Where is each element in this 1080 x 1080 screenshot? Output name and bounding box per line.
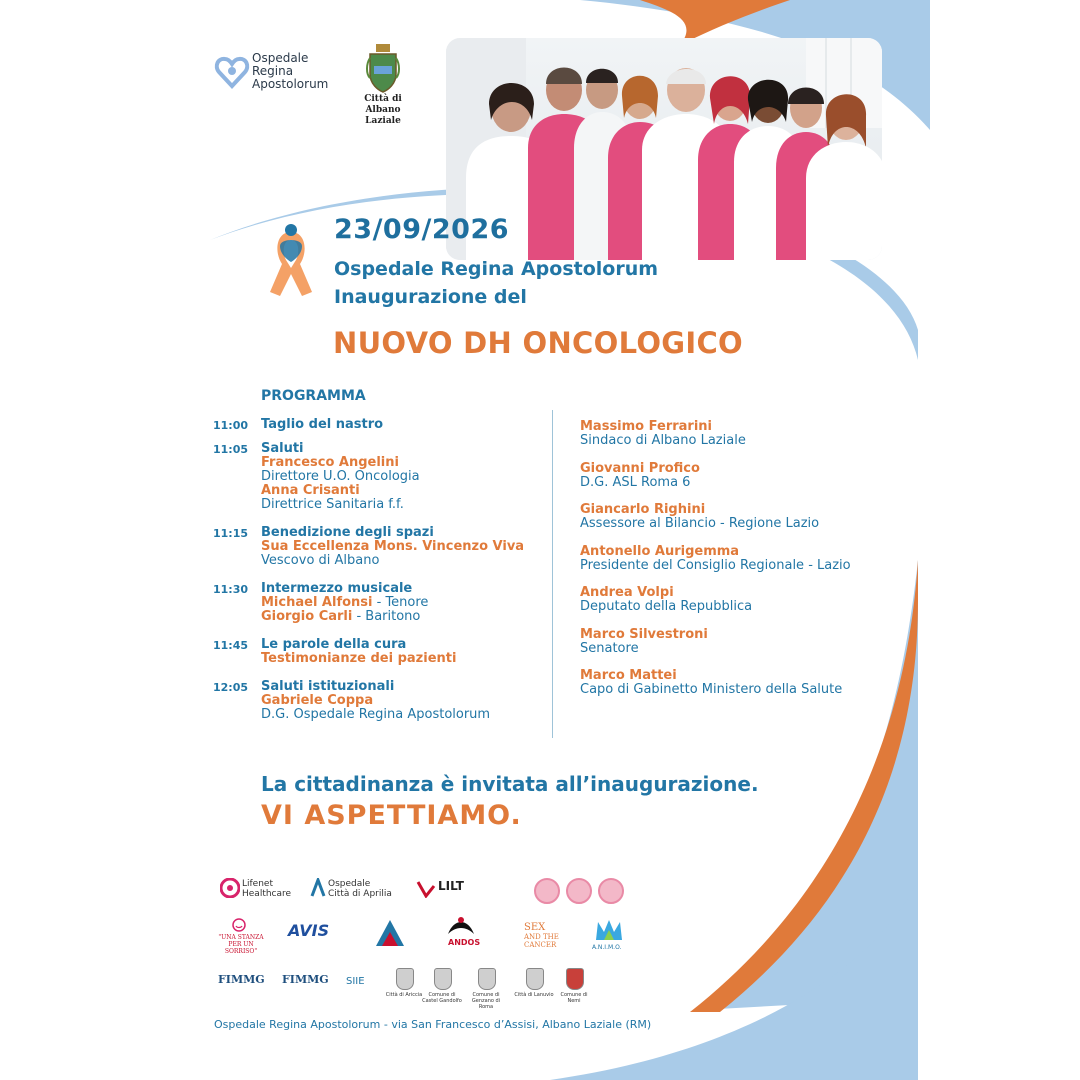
schedule-activity [261, 418, 383, 432]
sex-cancer-logo [524, 922, 559, 949]
schedule-person [261, 610, 420, 624]
schedule-text: Testimonianze dei pazienti [261, 651, 457, 666]
pink-badge-icon [598, 878, 624, 904]
schedule-time: 11:05 [212, 443, 248, 456]
andos-logo: ANDOS [448, 938, 481, 947]
sex-cancer-line: SEX [524, 922, 546, 933]
animo-logo-icon [592, 918, 626, 942]
speaker-name: Andrea Volpi [580, 585, 674, 600]
schedule-activity [261, 442, 304, 456]
schedule-time: 11:30 [212, 583, 248, 596]
hospital-logo-icon [214, 54, 250, 90]
schedule-text: Intermezzo musicale [261, 581, 413, 596]
crest-icon [434, 968, 452, 990]
speaker-name: Marco Silvestroni [580, 626, 708, 642]
city-name-line: Città di [364, 94, 402, 104]
schedule-person [261, 484, 360, 498]
lifenet-logo [242, 879, 291, 899]
event-hospital-line: Ospedale Regina Apostolorum [334, 258, 659, 280]
schedule-time: 11:45 [212, 639, 248, 652]
schedule-activity [261, 638, 406, 652]
schedule-text: Vescovo di Albano [261, 553, 380, 568]
city-crest-icon [366, 44, 400, 94]
hospital-logo-text [252, 52, 328, 91]
lilt-logo: LILT [438, 879, 464, 893]
schedule-time: 11:00 [212, 419, 248, 432]
ospedale-aprilia-logo-icon [310, 878, 326, 898]
crest-label: Comune di Genzano di Roma [471, 992, 501, 1010]
hospital-logo-line: Regina [252, 64, 294, 78]
schedule-text: Taglio del nastro [261, 417, 384, 432]
schedule-activity [261, 526, 434, 540]
speaker-role: Sindaco di Albano Laziale [580, 433, 746, 448]
crest-label: Comune di Nemi [560, 992, 588, 1004]
city-name-line: Albano Laziale [365, 105, 401, 126]
schedule-text: Saluti istituzionali [261, 679, 395, 694]
schedule-text: Gabriele Coppa [261, 693, 374, 708]
speaker-name: Marco Mattei [580, 668, 677, 683]
ospedale-aprilia-line: Ospedale [328, 879, 371, 889]
footer-address: Ospedale Regina Apostolorum - via San Francesco d’Assisi, Albano Laziale (RM) [214, 1018, 652, 1031]
speaker-entry [580, 462, 700, 490]
speaker-entry [580, 420, 746, 448]
schedule-text: Direttrice Sanitaria f.f. [261, 497, 404, 512]
schedule-person [261, 456, 399, 470]
event-inauguration-line: Inaugurazione del [334, 286, 527, 308]
schedule-role [261, 708, 490, 722]
schedule-time: 11:15 [212, 527, 248, 540]
schedule-text: Anna Crisanti [261, 483, 360, 498]
crest-label: Città di Ariccia [385, 992, 423, 998]
lifenet-logo-icon [220, 878, 240, 898]
cittadinanzattiva-logo-icon [372, 918, 408, 948]
event-headline: NUOVO DH ONCOLOGICO [333, 326, 744, 360]
schedule-person [261, 540, 524, 554]
speaker-name: Antonello Aurigemma [580, 543, 740, 559]
animo-logo: A.N.I.M.O. [592, 944, 622, 951]
crest-icon [566, 968, 584, 990]
lifenet-line: Lifenet [242, 879, 273, 889]
speaker-role: Capo di Gabinetto Ministero della Salute [580, 682, 843, 697]
schedule-person [261, 596, 428, 610]
schedule-text: Giorgio Carli [261, 609, 353, 624]
staff-photo [446, 38, 882, 260]
schedule-person [261, 652, 456, 666]
staff-photo-illustration [446, 38, 882, 260]
avis-logo: AVIS [288, 921, 330, 940]
speaker-role: D.G. ASL Roma 6 [580, 474, 691, 490]
schedule-text: Benedizione degli spazi [261, 525, 434, 540]
city-name [348, 94, 418, 127]
speaker-name: Massimo Ferrarini [580, 419, 712, 434]
crest-label: Comune di Castel Gandolfo [422, 992, 462, 1004]
smile-icon [232, 918, 246, 932]
siie-logo: SIIE [346, 976, 365, 987]
lilt-logo-icon [416, 880, 436, 898]
event-date: 23/09/2026 [334, 214, 510, 245]
speaker-name: Giancarlo Righini [580, 502, 706, 517]
schedule-text: Sua Eccellenza Mons. Vincenzo Viva [261, 539, 525, 554]
crest-icon [478, 968, 496, 990]
lifenet-line: Healthcare [242, 889, 292, 899]
hospital-logo-line: Apostolorum [252, 77, 329, 91]
schedule-role [261, 498, 404, 512]
speaker-entry [580, 669, 842, 697]
schedule-text: Francesco Angelini [261, 455, 399, 470]
sex-cancer-line: CANCER [524, 941, 557, 949]
invite-cta: VI ASPETTIAMO. [261, 800, 522, 831]
schedule-text: Michael Alfonsi [261, 595, 373, 610]
fimmg-logo: FIMMG [218, 973, 265, 986]
andos-logo-icon [446, 914, 476, 938]
crest-icon [526, 968, 544, 990]
schedule-role: - Tenore [372, 595, 429, 610]
speaker-entry [580, 503, 819, 531]
schedule-person [261, 694, 373, 708]
sex-cancer-line: AND THE [524, 933, 559, 941]
ospedale-aprilia-line: Città di Aprilia [328, 889, 392, 899]
crest-icon [396, 968, 414, 990]
schedule-text: Le parole della cura [261, 637, 407, 652]
schedule-text: Saluti [261, 441, 304, 456]
speaker-role: Deputato della Repubblica [580, 599, 753, 614]
speaker-role: Presidente del Consiglio Regionale - Lazio [580, 557, 851, 573]
pink-badge-icon [566, 878, 592, 904]
speaker-entry [580, 545, 851, 573]
pink-badge-icon [534, 878, 560, 904]
schedule-activity [261, 582, 412, 596]
stanza-sorriso-logo [214, 934, 268, 955]
hospital-logo-line: Ospedale [252, 51, 309, 65]
stanza-line: "UNA STANZA [218, 934, 264, 941]
schedule-role [261, 554, 379, 568]
fimmg-logo: FIMMG [282, 973, 329, 986]
crest-label: Città di Lanuvio [514, 992, 554, 998]
stanza-line: PER UN SORRISO" [224, 941, 258, 955]
awareness-ribbon-icon [266, 222, 316, 302]
column-divider [552, 410, 553, 738]
schedule-text: Direttore U.O. Oncologia [261, 469, 420, 484]
invite-line: La cittadinanza è invitata all’inaugurazione. [261, 772, 759, 796]
speaker-role: Senatore [580, 640, 639, 656]
schedule-time: 12:05 [212, 681, 248, 694]
ospedale-aprilia-logo [328, 879, 392, 899]
speaker-name: Giovanni Profico [580, 460, 700, 476]
schedule-text: D.G. Ospedale Regina Apostolorum [261, 707, 491, 722]
programma-title: PROGRAMMA [261, 388, 366, 404]
schedule-role [261, 470, 420, 484]
speaker-entry [580, 586, 752, 614]
speaker-role: Assessore al Bilancio - Regione Lazio [580, 516, 820, 531]
speaker-entry [580, 628, 708, 656]
schedule-role: - Baritono [352, 609, 421, 624]
schedule-activity [261, 680, 394, 694]
